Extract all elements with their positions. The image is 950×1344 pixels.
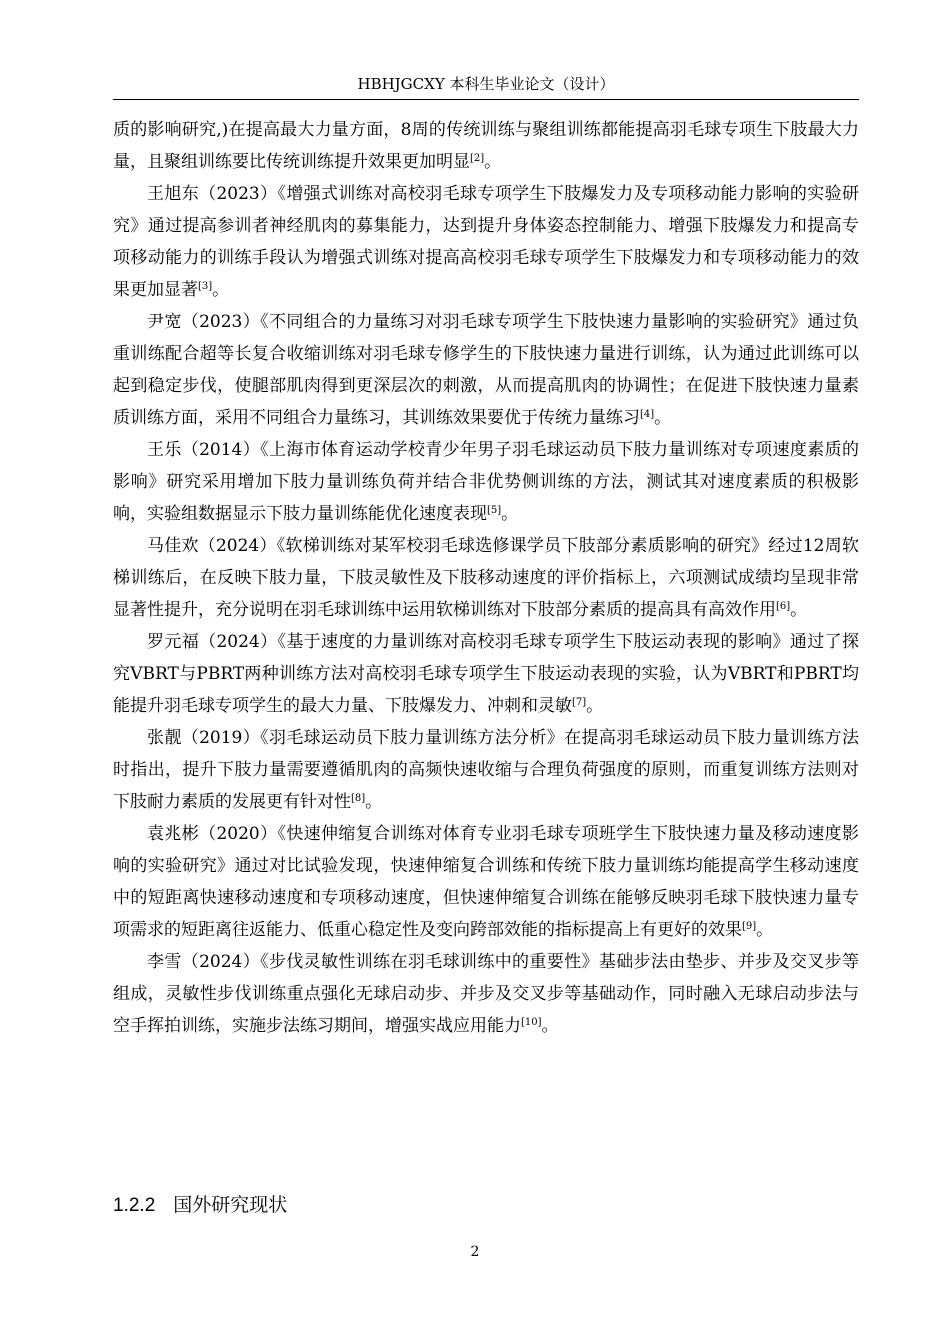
citation: [5]: [487, 505, 502, 516]
paragraph-text: 袁兆彬（2020）《快速伸缩复合训练对体育专业羽毛球专项班学生下肢快速力量及移动速度影响的实验研究》通过对比试验发现，快速伸缩复合训练和传统下肢力量训练均能提高学生移动速度中的短距离快速移动速度和专项移动速度，但快速伸缩复合训练在能够反映羽毛球下肢快速力量专项需求的短距离往返能力、低重心稳定性及变向跨部效能的指标提高上有更好的效果: [113, 824, 859, 940]
paragraph: 袁兆彬（2020）《快速伸缩复合训练对体育专业羽毛球专项班学生下肢快速力量及移动速度影响的实验研究》通过对比试验发现，快速伸缩复合训练和传统下肢力量训练均能提高学生移动速度中的短距离快速移动速度和专项移动速度，但快速伸缩复合训练在能够反映羽毛球下肢快速力量专项需求的短距离往返能力、低重心稳定性及变向跨部效能的指标提高上有更好的效果[9]。: [113, 824, 859, 940]
citation: [3]: [198, 281, 213, 292]
citation: [10]: [521, 1017, 542, 1028]
paragraph: 马佳欢（2024）《软梯训练对某军校羽毛球选修课学员下肢部分素质影响的研究》经过12周软梯训练后，在反映下肢力量，下肢灵敏性及下肢移动速度的评价指标上，六项测试成绩均呈现非常显著性提升，充分说明在羽毛球训练中运用软梯训练对下肢部分素质的提高具有高效作用[6]。: [113, 536, 859, 620]
paragraph-text: 李雪（2024）《步伐灵敏性训练在羽毛球训练中的重要性》基础步法由垫步、并步及交叉步等组成，灵敏性步伐训练重点强化无球启动步、并步及交叉步等基础动作，同时融入无球启动步法与空手挥拍训练，实施步法练习期间，增强实战应用能力: [113, 952, 859, 1036]
body-text: [113, 114, 859, 1042]
paragraph: 质的影响研究,)在提高最大力量方面，8周的传统训练与聚组训练都能提高羽毛球专项生下肢最大力量，且聚组训练要比传统训练提升效果更加明显[2]。: [113, 120, 859, 172]
section-title: 国外研究现状: [173, 1194, 288, 1216]
paragraph-text: 王乐（2014）《上海市体育运动学校青少年男子羽毛球运动员下肢力量训练对专项速度素质的影响》研究采用增加下肢力量训练负荷并结合非优势侧训练的方法，测试其对速度素质的积极影响，实验组数据显示下肢力量训练能优化速度表现: [113, 440, 859, 524]
paragraph: 王乐（2014）《上海市体育运动学校青少年男子羽毛球运动员下肢力量训练对专项速度素质的影响》研究采用增加下肢力量训练负荷并结合非优势侧训练的方法，测试其对速度素质的积极影响，实验组数据显示下肢力量训练能优化速度表现[5]。: [113, 440, 859, 524]
paragraph-text: 马佳欢（2024）《软梯训练对某军校羽毛球选修课学员下肢部分素质影响的研究》经过12周软梯训练后，在反映下肢力量，下肢灵敏性及下肢移动速度的评价指标上，六项测试成绩均呈现非常显著性提升，充分说明在羽毛球训练中运用软梯训练对下肢部分素质的提高具有高效作用: [113, 536, 859, 620]
section-number: 1.2.2: [113, 1195, 156, 1216]
paragraph-text: 质的影响研究,)在提高最大力量方面，8周的传统训练与聚组训练都能提高羽毛球专项生下肢最大力量，且聚组训练要比传统训练提升效果更加明显: [113, 120, 859, 172]
paragraph: 张靓（2019）《羽毛球运动员下肢力量训练方法分析》在提高羽毛球运动员下肢力量训练方法时指出，提升下肢力量需要遵循肌肉的高频快速收缩与合理负荷强度的原则，而重复训练方法则对下肢耐力素质的发展更有针对性[8]。: [113, 728, 859, 812]
citation: [9]: [742, 921, 757, 932]
paragraph-text: 王旭东（2023）《增强式训练对高校羽毛球专项学生下肢爆发力及专项移动能力影响的实验研究》通过提高参训者神经肌肉的募集能力，达到提升身体姿态控制能力、增强下肢爆发力和提高专项移动能力的训练手段认为增强式训练对提高高校羽毛球专项学生下肢爆发力和专项移动能力的效果更加显著: [113, 184, 859, 300]
paragraph: 尹宽（2023）《不同组合的力量练习对羽毛球专项学生下肢快速力量影响的实验研究》通过负重训练配合超等长复合收缩训练对羽毛球专修学生的下肢快速力量进行训练，认为通过此训练可以起到稳定步伐，使腿部肌肉得到更深层次的刺激，从而提高肌肉的协调性；在促进下肢快速力量素质训练方面，采用不同组合力量练习，其训练效果要优于传统力量练习[4]。: [113, 312, 859, 428]
paragraph: 李雪（2024）《步伐灵敏性训练在羽毛球训练中的重要性》基础步法由垫步、并步及交叉步等组成，灵敏性步伐训练重点强化无球启动步、并步及交叉步等基础动作，同时融入无球启动步法与空手挥拍训练，实施步法练习期间，增强实战应用能力[10]。: [113, 952, 859, 1036]
paragraph-text: 张靓（2019）《羽毛球运动员下肢力量训练方法分析》在提高羽毛球运动员下肢力量训练方法时指出，提升下肢力量需要遵循肌肉的高频快速收缩与合理负荷强度的原则，而重复训练方法则对下肢耐力素质的发展更有针对性: [113, 728, 859, 812]
paragraph: 罗元福（2024）《基于速度的力量训练对高校羽毛球专项学生下肢运动表现的影响》通过了探究VBRT与PBRT两种训练方法对高校羽毛球专项学生下肢运动表现的实验，认为VBRT和PBRT均能提升羽毛球专项学生的最大力量、下肢爆发力、冲刺和灵敏[7]。: [113, 632, 859, 716]
citation: [7]: [572, 697, 587, 708]
citation: [6]: [776, 601, 791, 612]
page-number: 2: [470, 1244, 480, 1260]
paragraph-text: 罗元福（2024）《基于速度的力量训练对高校羽毛球专项学生下肢运动表现的影响》通过了探究VBRT与PBRT两种训练方法对高校羽毛球专项学生下肢运动表现的实验，认为VBRT和PBRT均能提升羽毛球专项学生的最大力量、下肢爆发力、冲刺和灵敏: [113, 632, 859, 716]
citation: [2]: [470, 153, 485, 164]
paragraph: 王旭东（2023）《增强式训练对高校羽毛球专项学生下肢爆发力及专项移动能力影响的实验研究》通过提高参训者神经肌肉的募集能力，达到提升身体姿态控制能力、增强下肢爆发力和提高专项移动能力的训练手段认为增强式训练对提高高校羽毛球专项学生下肢爆发力和专项移动能力的效果更加显著[3]。: [113, 184, 859, 300]
page-header: HBHJGCXY 本科生毕业论文（设计）: [357, 75, 615, 93]
citation: [4]: [640, 409, 655, 420]
citation: [8]: [351, 793, 366, 804]
header-rule: [113, 99, 859, 100]
section-heading: [113, 1190, 287, 1217]
paragraph-text: 尹宽（2023）《不同组合的力量练习对羽毛球专项学生下肢快速力量影响的实验研究》通过负重训练配合超等长复合收缩训练对羽毛球专修学生的下肢快速力量进行训练，认为通过此训练可以起到稳定步伐，使腿部肌肉得到更深层次的刺激，从而提高肌肉的协调性；在促进下肢快速力量素质训练方面，采用不同组合力量练习，其训练效果要优于传统力量练习: [113, 312, 859, 428]
